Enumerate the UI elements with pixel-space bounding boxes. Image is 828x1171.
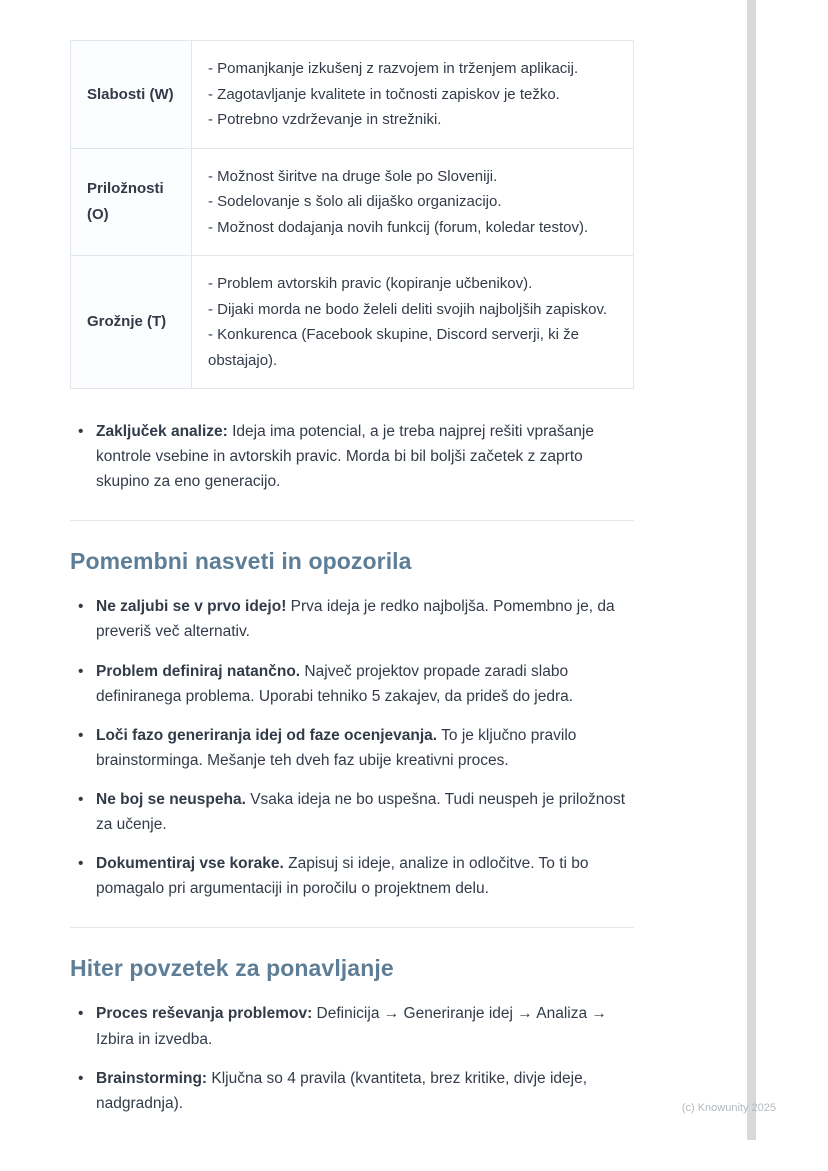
swot-item: - Možnost širitve na druge šole po Sloveniji. (208, 167, 498, 185)
swot-label-opportunities: Priložnosti (O) (71, 148, 192, 256)
section-divider (70, 927, 634, 928)
section-title-summary: Hiter povzetek za ponavljanje (70, 955, 394, 982)
bullet-lead: Loči fazo generiranja idej od faze ocenjevanja. (96, 726, 438, 744)
swot-content-opportunities (192, 148, 634, 256)
table-row (71, 41, 634, 149)
swot-content-weaknesses (192, 41, 634, 149)
bullet-lead: Zaključek analize: (96, 423, 228, 440)
section-title-advice: Pomembni nasveti in opozorila (70, 548, 412, 575)
swot-label-weaknesses: Slabosti (W) (71, 41, 192, 149)
bullet-item (70, 723, 634, 773)
bullet-lead: Ne boj se neuspeha. (96, 790, 246, 808)
bullet-lead: Ne zaljubi se v prvo idejo! (96, 598, 287, 616)
bullet-text: Definicija → Generiranje idej → Analiza → Izbira in izvedba. (96, 1005, 607, 1048)
section-divider (70, 520, 634, 521)
swot-item: - Konkurenca (Facebook skupine, Discord serverji, ki že obstajajo). (208, 326, 579, 369)
bullet-item (70, 787, 634, 837)
bullet-item (70, 594, 634, 644)
conclusion-list (70, 419, 634, 494)
bullet-text: Ključna so 4 pravila (kvantiteta, brez kritike, divje ideje, nadgradnja). (96, 1069, 588, 1112)
bullet-item (70, 851, 634, 901)
bullet-lead: Problem definiraj natančno. (96, 662, 301, 680)
bullet-text: Ideja ima potencial, a je treba najprej rešiti vprašanje kontrole vsebine in avtorskih pravic. Morda bi bil boljši začetek z zaprto skupino za eno generacijo. (96, 423, 594, 491)
bullet-item (70, 659, 634, 709)
summary-list (70, 1001, 634, 1115)
bullet-text: Največ projektov propade zaradi slabo definiranega problema. Uporabi tehniko 5 zakajev, da prideš do jedra. (96, 662, 574, 705)
bullet-lead: Dokumentiraj vse korake. (96, 855, 284, 873)
bullet-item (70, 1066, 634, 1116)
swot-item: - Problem avtorskih pravic (kopiranje učbenikov). (208, 275, 533, 292)
bullet-text: Zapisuj si ideje, analize in odločitve. To ti bo pomagalo pri argumentaciji in poročilu o projektnem delu. (96, 855, 589, 898)
table-row (71, 256, 634, 389)
scrollbar[interactable] (747, 0, 756, 1140)
bullet-item (70, 1001, 634, 1051)
bullet-text: Prva ideja je redko najboljša. Pomembno je, da preveriš več alternativ. (96, 598, 615, 641)
swot-item: - Pomanjkanje izkušenj z razvojem in trženjem aplikacij. (208, 60, 579, 77)
swot-item: - Sodelovanje s šolo ali dijaško organizacijo. (208, 193, 502, 210)
swot-content-threats (192, 256, 634, 389)
bullet-text: To je ključno pravilo brainstorminga. Mešanje teh dveh faz ubije kreativni proces. (96, 726, 577, 769)
bullet-lead: Proces reševanja problemov: (96, 1005, 313, 1023)
swot-label-threats: Grožnje (T) (71, 256, 192, 389)
bullet-item (70, 419, 634, 494)
swot-item: - Možnost dodajanja novih funkcij (forum, koledar testov). (208, 218, 589, 236)
table-row (71, 148, 634, 256)
swot-item: - Zagotavljanje kvalitete in točnosti zapiskov je težko. (208, 85, 560, 103)
document-content (70, 40, 634, 1130)
swot-item: - Potrebno vzdrževanje in strežniki. (208, 111, 442, 128)
advice-list (70, 594, 634, 901)
bullet-text: Vsaka ideja ne bo uspešna. Tudi neuspeh je priložnost za učenje. (96, 790, 626, 834)
copyright-notice: (c) Knowunity 2025 (681, 1102, 776, 1114)
swot-item: - Dijaki morda ne bodo želeli deliti svojih najboljših zapiskov. (208, 300, 608, 318)
bullet-lead: Brainstorming: (96, 1069, 208, 1087)
swot-table (70, 40, 634, 389)
